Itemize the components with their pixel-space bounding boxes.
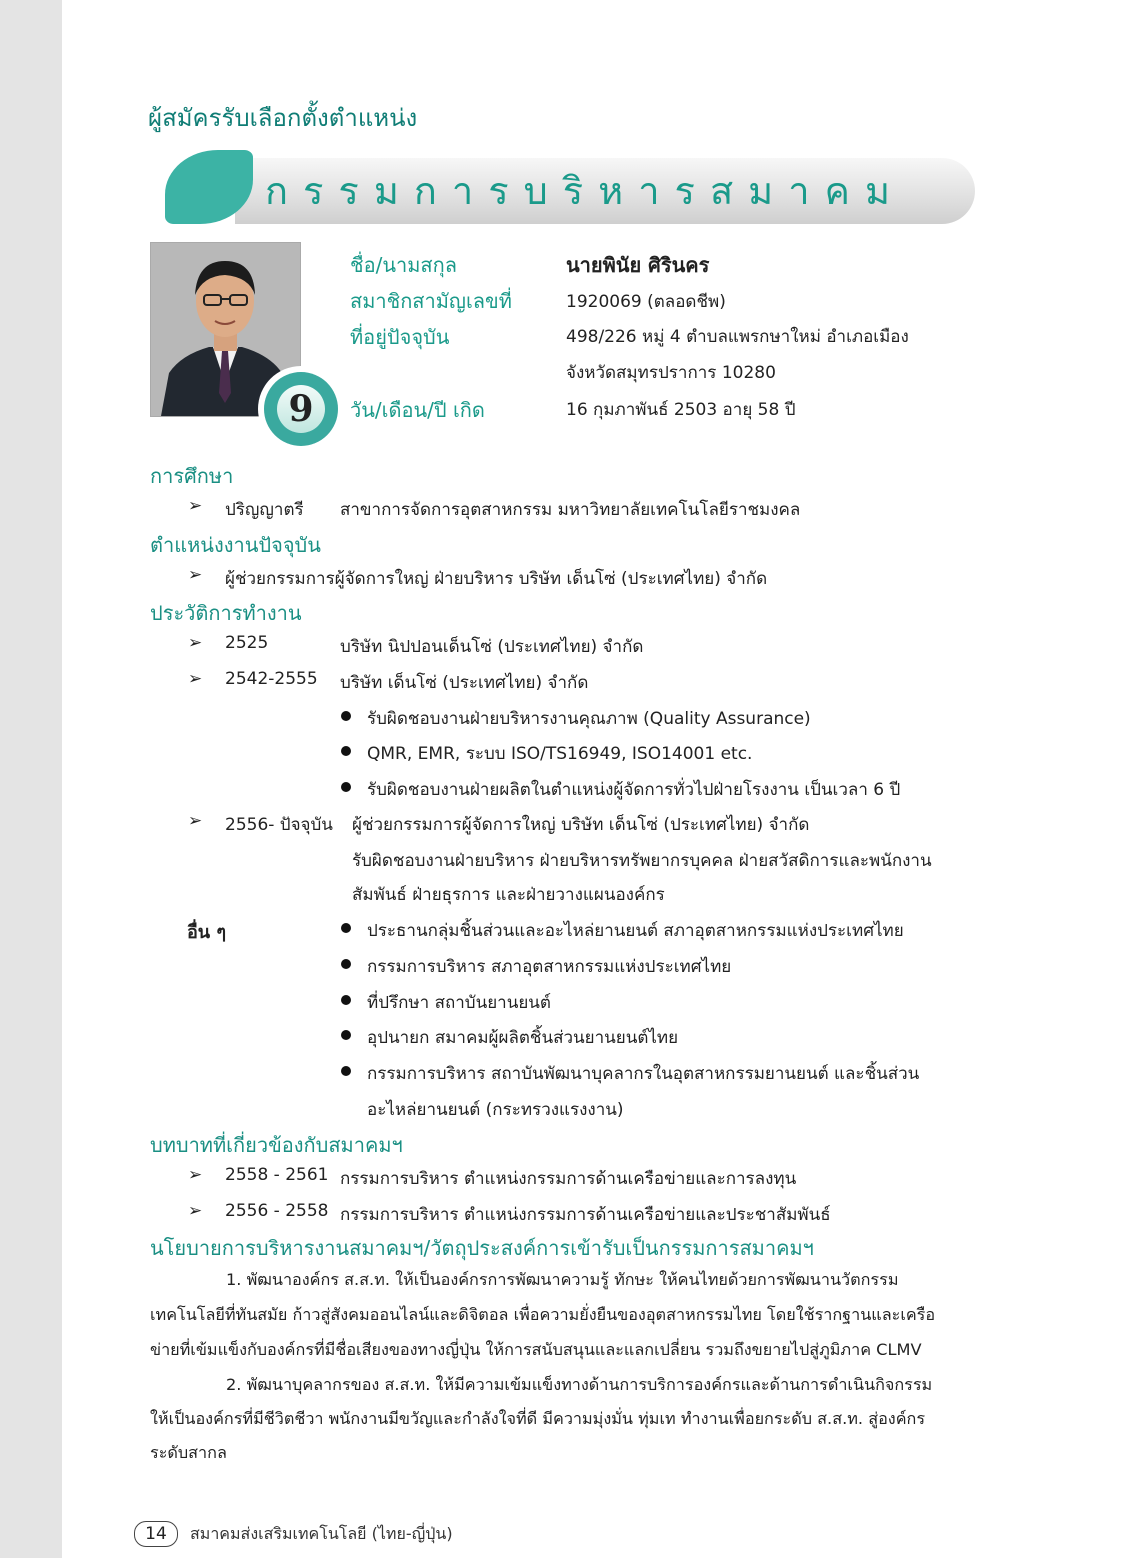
bullet-dot-icon <box>341 1030 351 1040</box>
member-label: สมาชิกสามัญเลขที่ <box>350 289 512 313</box>
work-text-3-line-2: รับผิดชอบงานฝ่ายบริหาร ฝ่ายบริหารทรัพยากรบุคคล ฝ่ายสวัสดิการและพนักงาน <box>352 851 932 871</box>
association-roles-heading: บทบาทที่เกี่ยวข้องกับสมาคมฯ <box>150 1133 403 1157</box>
name-label: ชื่อ/นามสกุล <box>350 253 457 277</box>
role-text-2: กรรมการบริหาร ตำแหน่งกรรมการด้านเครือข่ายและประชาสัมพันธ์ <box>340 1205 831 1225</box>
work-text-2: บริษัท เด็นโซ่ (ประเทศไทย) จำกัด <box>340 673 589 693</box>
current-position-heading: ตำแหน่งงานปัจจุบัน <box>150 533 321 557</box>
candidate-number: 9 <box>277 385 325 433</box>
page-number: 14 <box>134 1521 178 1547</box>
name-value: นายพินัย ศิรินคร <box>566 253 710 277</box>
birth-label: วัน/เดือน/ปี เกิด <box>350 398 485 422</box>
policy-paragraph-1-line-1: 1. พัฒนาองค์กร ส.ส.ท. ให้เป็นองค์กรการพัฒนาความรู้ ทักษะ ให้คนไทยด้วยการพัฒนานวัตกรรม <box>226 1270 899 1289</box>
bullet-dot-icon <box>341 1066 351 1076</box>
policy-heading: นโยบายการบริหารงานสมาคมฯ/วัตถุประสงค์การเข้ารับเป็นกรรมการสมาคมฯ <box>150 1236 814 1260</box>
arrow-bullet-icon: ➢ <box>188 1165 203 1185</box>
bullet-dot-icon <box>341 995 351 1005</box>
work-year-3: 2556- ปัจจุบัน <box>225 815 333 835</box>
others-item: ประธานกลุ่มชิ้นส่วนและอะไหล่ยานยนต์ สภาอุตสาหกรรมแห่งประเทศไทย <box>367 921 904 941</box>
arrow-bullet-icon: ➢ <box>188 633 203 653</box>
others-item: กรรมการบริหาร สภาอุตสาหกรรมแห่งประเทศไทย <box>367 957 732 977</box>
education-heading: การศึกษา <box>150 464 234 488</box>
education-degree: ปริญญาตรี <box>225 500 304 520</box>
arrow-bullet-icon: ➢ <box>188 811 203 831</box>
banner-title: กรรมการบริหารสมาคม <box>265 169 906 213</box>
arrow-bullet-icon: ➢ <box>188 565 203 585</box>
role-year-1: 2558 - 2561 <box>225 1165 329 1185</box>
arrow-bullet-icon: ➢ <box>188 669 203 689</box>
left-margin-band <box>0 0 62 1558</box>
others-item: อุปนายก สมาคมผู้ผลิตชิ้นส่วนยานยนต์ไทย <box>367 1028 679 1048</box>
work-history-heading: ประวัติการทำงาน <box>150 601 302 625</box>
others-item: กรรมการบริหาร สถาบันพัฒนาบุคลากรในอุตสาหกรรมยานยนต์ และชิ้นส่วน <box>367 1064 920 1084</box>
work-bullet: รับผิดชอบงานฝ่ายบริหารงานคุณภาพ (Quality Assurance) <box>367 709 811 729</box>
arrow-bullet-icon: ➢ <box>188 1201 203 1221</box>
footer-publication: สมาคมส่งเสริมเทคโนโลยี (ไทย-ญี่ปุ่น) <box>190 1524 453 1543</box>
others-label: อื่น ๆ <box>187 922 227 943</box>
work-bullet: รับผิดชอบงานฝ่ายผลิตในตำแหน่งผู้จัดการทั่วไปฝ่ายโรงงาน เป็นเวลา 6 ปี <box>367 780 901 800</box>
others-item-5-line-2: อะไหล่ยานยนต์ (กระทรวงแรงงาน) <box>367 1100 624 1120</box>
bullet-dot-icon <box>341 959 351 969</box>
candidate-number-badge <box>258 366 344 452</box>
education-detail: สาขาการจัดการอุตสาหกรรม มหาวิทยาลัยเทคโนโลยีราชมงคล <box>340 500 801 520</box>
birth-value: 16 กุมภาพันธ์ 2503 อายุ 58 ปี <box>566 400 796 420</box>
pretitle: ผู้สมัครรับเลือกตั้งตำแหน่ง <box>148 104 418 132</box>
role-year-2: 2556 - 2558 <box>225 1201 329 1221</box>
work-text-1: บริษัท นิปปอนเด็นโซ่ (ประเทศไทย) จำกัด <box>340 637 644 657</box>
work-text-3: ผู้ช่วยกรรมการผู้จัดการใหญ่ บริษัท เด็นโซ่ (ประเทศไทย) จำกัด <box>352 815 810 835</box>
policy-paragraph-2-line-3: ระดับสากล <box>150 1443 227 1462</box>
work-year-2: 2542-2555 <box>225 669 318 689</box>
bullet-dot-icon <box>341 746 351 756</box>
title-banner <box>165 150 980 224</box>
address-line-1: 498/226 หมู่ 4 ตำบลแพรกษาใหม่ อำเภอเมือง <box>566 327 909 347</box>
member-value: 1920069 (ตลอดชีพ) <box>566 292 726 312</box>
policy-paragraph-1-line-3: ข่ายที่เข้มแข็งกับองค์กรที่มีชื่อเสียงของทางญี่ปุ่น ให้การสนับสนุนและแลกเปลี่ยน รวมถึงขยายไปสู่ภูมิภาค CLMV <box>150 1340 922 1359</box>
policy-paragraph-2-line-2: ให้เป็นองค์กรที่มีชีวิตชีวา พนักงานมีขวัญและกำลังใจที่ดี มีความมุ่งมั่น ทุ่มเท ทำงานเพื่อยกระดับ ส.ส.ท. สู่องค์กร <box>150 1409 926 1428</box>
role-text-1: กรรมการบริหาร ตำแหน่งกรรมการด้านเครือข่ายและการลงทุน <box>340 1169 797 1189</box>
bullet-dot-icon <box>341 782 351 792</box>
address-line-2: จังหวัดสมุทรปราการ 10280 <box>566 363 776 383</box>
work-text-3-line-3: สัมพันธ์ ฝ่ายธุรการ และฝ่ายวางแผนองค์กร <box>352 885 665 905</box>
current-position-text: ผู้ช่วยกรรมการผู้จัดการใหญ่ ฝ่ายบริหาร บริษัท เด็นโซ่ (ประเทศไทย) จำกัด <box>225 569 768 589</box>
work-year-1: 2525 <box>225 633 269 653</box>
work-bullet: QMR, EMR, ระบบ ISO/TS16949, ISO14001 etc. <box>367 744 753 764</box>
policy-paragraph-1-line-2: เทคโนโลยีที่ทันสมัย ก้าวสู่สังคมออนไลน์และดิจิตอล เพื่อความยั่งยืนของอุตสาหกรรมไทย โดยใช้รากฐานและเครือ <box>150 1305 936 1324</box>
bullet-dot-icon <box>341 711 351 721</box>
policy-paragraph-2-line-1: 2. พัฒนาบุคลากรของ ส.ส.ท. ให้มีความเข้มแข็งทางด้านการบริการองค์กรและด้านการดำเนินกิจกรรม <box>226 1375 933 1394</box>
arrow-bullet-icon: ➢ <box>188 496 203 516</box>
address-label: ที่อยู่ปัจจุบัน <box>350 325 450 349</box>
others-item: ที่ปรึกษา สถาบันยานยนต์ <box>367 993 551 1013</box>
bullet-dot-icon <box>341 923 351 933</box>
